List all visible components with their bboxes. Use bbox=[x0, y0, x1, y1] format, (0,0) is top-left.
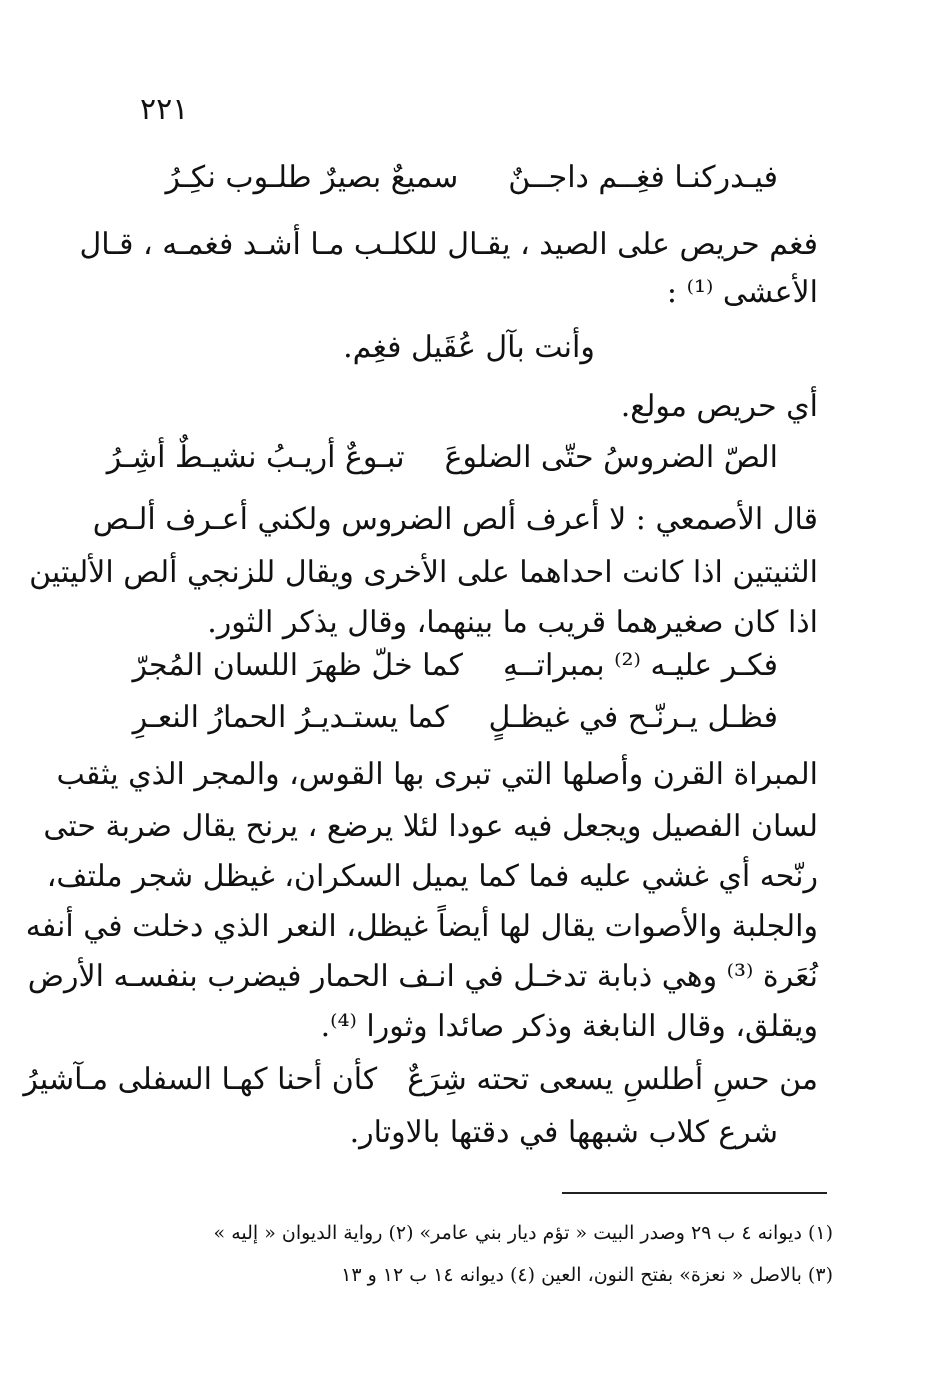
footnote-line-2: (٣) بالاصل « نعزة» بفتح النون، العين (٤) ديوانه ١٤ ب ١٢ و ١٣ bbox=[341, 1264, 833, 1286]
verse-1-second-hemistich: سميعٌ بصيرٌ طلـوب نكِـرُ bbox=[165, 160, 459, 195]
verse-5 bbox=[23, 1062, 818, 1097]
verse-2 bbox=[107, 440, 778, 475]
paragraph-3-line-3: رنّحه أي غشي عليه فما كما يميل السكران، غيظل شجر ملتف، bbox=[46, 859, 818, 894]
paragraph-2-line-1: قال الأصمعي : لا أعرف ألص الضروس ولكني أعـرف ألـص bbox=[92, 502, 818, 537]
footnote-line-1: (١) ديوانه ٤ ب ٢٩ وصدر البيت « تؤم ديار بني عامر» (٢) رواية الديوان « إليه » bbox=[213, 1222, 833, 1244]
paragraph-3-line-5: نُعَرة ⁽³⁾ وهي ذبابة تدخـل في انـف الحمار فيضرب بنفسـه الأرض bbox=[27, 959, 818, 994]
verse-2-second-hemistich: تبـوعٌ أريـبُ نشيـطٌ أشِـرُ bbox=[106, 440, 405, 475]
verse-1-first-hemistich: فيـدركنـا فغِــم داجــنٌ bbox=[508, 160, 778, 195]
paragraph-1-line-1: فغم حريص على الصيد ، يقـال للكلـب مـا أشـد فغمـه ، قـال bbox=[79, 227, 818, 262]
verse-2-first-hemistich: الصّ الضروسُ حتّى الضلوعَ bbox=[444, 440, 778, 475]
paragraph-1-line-2: الأعشى ⁽¹⁾ : bbox=[666, 275, 818, 310]
verse-4 bbox=[133, 700, 778, 735]
page-number: ٢٢١ bbox=[140, 92, 189, 127]
verse-5-second-hemistich: كأن أحنا كهـا السفلى مـآشيرُ bbox=[23, 1062, 378, 1097]
verse-3-first-hemistich: فكـر عليـه ⁽²⁾ بمبراتــهِ bbox=[502, 648, 778, 683]
gloss-1: أي حريص مولع. bbox=[620, 389, 818, 424]
paragraph-2-line-2: الثنيتين اذا كانت احداهما على الأخرى ويقال للزنجي ألص الأليتين bbox=[29, 555, 818, 590]
verse-4-second-hemistich: كما يستـديـرُ الحمارُ النعـرِ bbox=[132, 700, 449, 735]
verse-5-first-hemistich: من حسِ أطلسِ يسعى تحته شِرَعٌ bbox=[407, 1062, 818, 1097]
verse-4-first-hemistich: فظـل يـرنّـح في غيظـلٍ bbox=[488, 700, 778, 735]
paragraph-2-line-3: اذا كان صغيرهما قريب ما بينهما، وقال يذكر الثور. bbox=[207, 605, 818, 640]
verse-1 bbox=[166, 160, 778, 195]
quoted-hemistich: وأنت بآل عُقَيل فغِم. bbox=[343, 330, 595, 365]
paragraph-3-line-2: لسان الفصيل ويجعل فيه عودا لئلا يرضع ، يرنح يقال ضربة حتى bbox=[43, 809, 818, 844]
gloss-2: شرع كلاب شبهها في دقتها بالاوتار. bbox=[349, 1115, 778, 1150]
paragraph-3-line-4: والجلبة والأصوات يقال لها أيضاً غيظل، النعر الذي دخلت في أنفه bbox=[25, 909, 818, 944]
paragraph-3-line-6: ويقلق، وقال النابغة وذكر صائدا وثورا ⁽⁴⁾. bbox=[320, 1009, 818, 1044]
verse-3-second-hemistich: كما خلّ ظهرَ اللسان المُجرّ bbox=[132, 648, 463, 683]
verse-3 bbox=[132, 648, 778, 683]
footnote-separator bbox=[562, 1192, 827, 1194]
paragraph-3-line-1: المبراة القرن وأصلها التي تبرى بها القوس، والمجر الذي يثقب bbox=[56, 757, 818, 792]
